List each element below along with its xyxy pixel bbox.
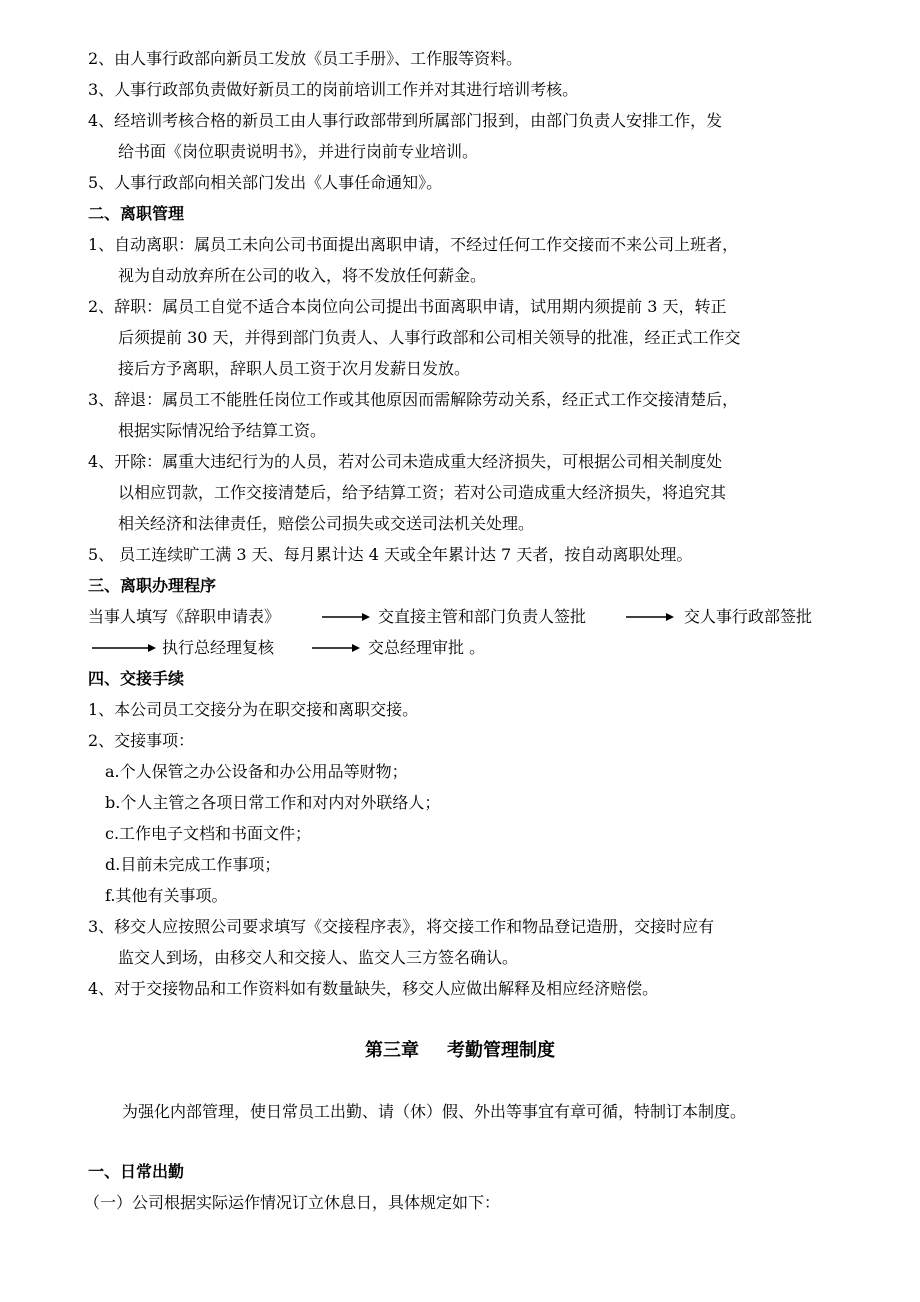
text-line: 接后方予离职，辞职人员工资于次月发薪日发放。 <box>118 359 471 378</box>
flow-step-2: 交直接主管和部门负责人签批 <box>378 607 587 626</box>
text-line: 2、辞职：属员工自觉不适合本岗位向公司提出书面离职申请，试用期内须提前 3 天，转正 <box>88 297 727 316</box>
text-line: 3、辞退：属员工不能胜任岗位工作或其他原因而需解除劳动关系，经正式工作交接清楚后， <box>88 390 739 409</box>
chapter-intro: 为强化内部管理，使日常员工出勤、请（休）假、外出等事宜有章可循，特制订本制度。 <box>122 1102 747 1121</box>
text-line: 1、自动离职：属员工未向公司书面提出离职申请，不经过任何工作交接而不来公司上班者， <box>88 235 739 254</box>
flow-step-1: 当事人填写《辞职申请表》 <box>88 607 281 626</box>
text-line: 3、人事行政部负责做好新员工的岗前培训工作并对其进行培训考核。 <box>88 80 579 99</box>
chapter-name: 考勤管理制度 <box>447 1040 555 1061</box>
flow-step-3: 交人事行政部签批 <box>684 607 813 626</box>
text-line: 后须提前 30 天，并得到部门负责人、人事行政部和公司相关领导的批准，经正式工作交 <box>118 328 741 347</box>
list-item: b.个人主管之各项日常工作和对内对外联络人； <box>105 793 441 812</box>
section-heading: 三、离职办理程序 <box>88 576 217 595</box>
text-line: 以相应罚款，工作交接清楚后，给予结算工资；若对公司造成重大经济损失，将追究其 <box>118 483 727 502</box>
text-line: 5、 员工连续旷工满 3 天、每月累计达 4 天或全年累计达 7 天者，按自动离职处理。 <box>88 545 693 564</box>
section-heading: 一、日常出勤 <box>88 1162 185 1181</box>
section-heading: 四、交接手续 <box>88 669 185 688</box>
flow-step-5: 交总经理审批 。 <box>368 638 486 657</box>
text-line: 5、人事行政部向相关部门发出《人事任命通知》。 <box>88 173 443 192</box>
text-line: 3、移交人应按照公司要求填写《交接程序表》，将交接工作和物品登记造册，交接时应有 <box>88 917 715 936</box>
list-item: d.目前未完成工作事项； <box>105 855 281 874</box>
text-line: 根据实际情况给予结算工资。 <box>118 421 327 440</box>
list-item: c.工作电子文档和书面文件； <box>105 824 312 843</box>
arrow-right-icon <box>312 638 360 658</box>
text-line: 2、交接事项： <box>88 731 195 750</box>
arrow-right-icon <box>322 607 370 627</box>
text-line: 监交人到场，由移交人和交接人、监交人三方签名确认。 <box>118 948 519 967</box>
text-line: 4、经培训考核合格的新员工由人事行政部带到所属部门报到，由部门负责人安排工作，发 <box>88 111 723 130</box>
flow-step-4: 执行总经理复核 <box>162 638 275 657</box>
chapter-number: 第三章 <box>365 1040 419 1061</box>
section-heading: 二、离职管理 <box>88 204 185 223</box>
chapter-title <box>0 1036 920 1062</box>
text-line: 给书面《岗位职责说明书》，并进行岗前专业培训。 <box>118 142 479 161</box>
text-line: 4、对于交接物品和工作资料如有数量缺失，移交人应做出解释及相应经济赔偿。 <box>88 979 659 998</box>
text-line: 2、由人事行政部向新员工发放《员工手册》、工作服等资料。 <box>88 49 523 68</box>
text-line: 4、开除：属重大违纪行为的人员，若对公司未造成重大经济损失，可根据公司相关制度处 <box>88 452 723 471</box>
text-line: 1、本公司员工交接分为在职交接和离职交接。 <box>88 700 419 719</box>
arrow-right-icon <box>92 638 156 658</box>
text-line: 视为自动放弃所在公司的收入，将不发放任何薪金。 <box>118 266 487 285</box>
list-item: f.其他有关事项。 <box>105 886 228 905</box>
text-line: 相关经济和法律责任，赔偿公司损失或交送司法机关处理。 <box>118 514 535 533</box>
arrow-right-icon <box>626 607 674 627</box>
list-item: a.个人保管之办公设备和办公用品等财物； <box>105 762 408 781</box>
text-line: （一）公司根据实际运作情况订立休息日，具体规定如下： <box>84 1193 501 1212</box>
